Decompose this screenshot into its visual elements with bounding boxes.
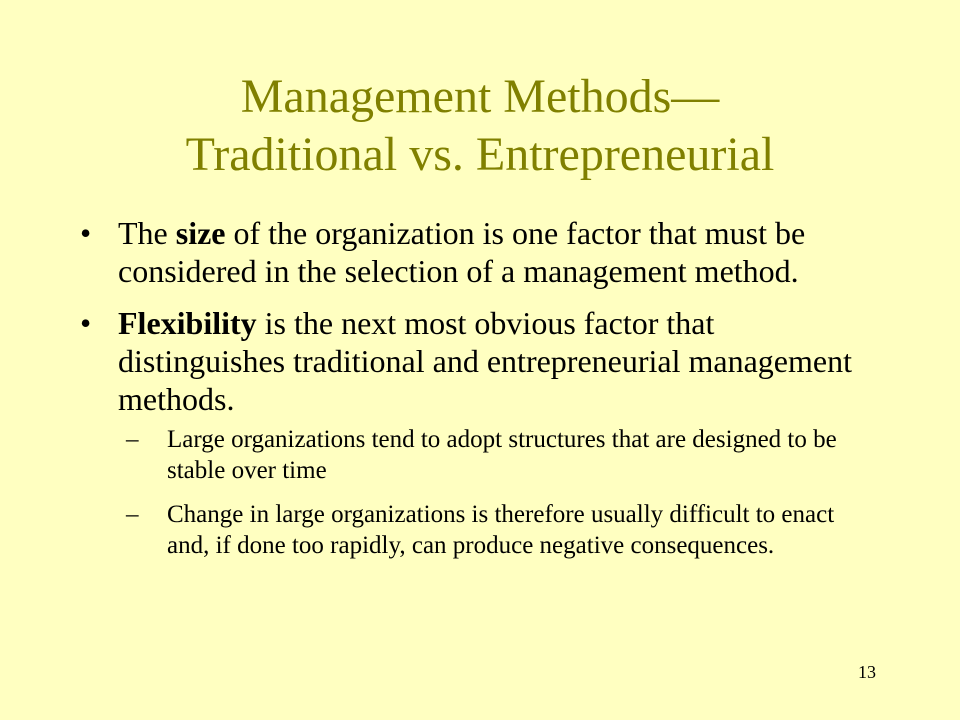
slide-title — [0, 68, 960, 184]
bullet-item — [80, 304, 880, 561]
bullet-list — [80, 214, 880, 575]
title-line-2: Traditional vs. Entrepreneurial — [185, 128, 775, 181]
bullet-keyword: Flexibility — [118, 305, 257, 341]
sub-bullet-text: Change in large organizations is therefore usually difficult to enact and, if done too rapidly, can produce negative consequences. — [167, 501, 835, 559]
sub-bullet-item — [126, 499, 880, 561]
bullet-text-after: is the next most obvious factor that distinguishes traditional and entrepreneurial management methods. — [118, 305, 852, 417]
title-line-1: Management Methods— — [240, 70, 720, 123]
bullet-marker: • — [80, 215, 92, 251]
sub-bullet-list — [126, 424, 880, 561]
dash-marker: – — [126, 501, 139, 528]
bullet-text-after: of the organization is one factor that must be considered in the selection of a management method. — [118, 215, 806, 289]
bullet-marker: • — [80, 305, 92, 341]
page-number: 13 — [858, 662, 876, 682]
sub-bullet-text: Large organizations tend to adopt structures that are designed to be stable over time — [167, 426, 837, 484]
sub-bullet-item — [126, 424, 880, 486]
bullet-text-before: The — [118, 215, 176, 251]
bullet-item — [80, 214, 880, 290]
bullet-keyword: size — [175, 215, 226, 251]
dash-marker: – — [126, 426, 139, 453]
